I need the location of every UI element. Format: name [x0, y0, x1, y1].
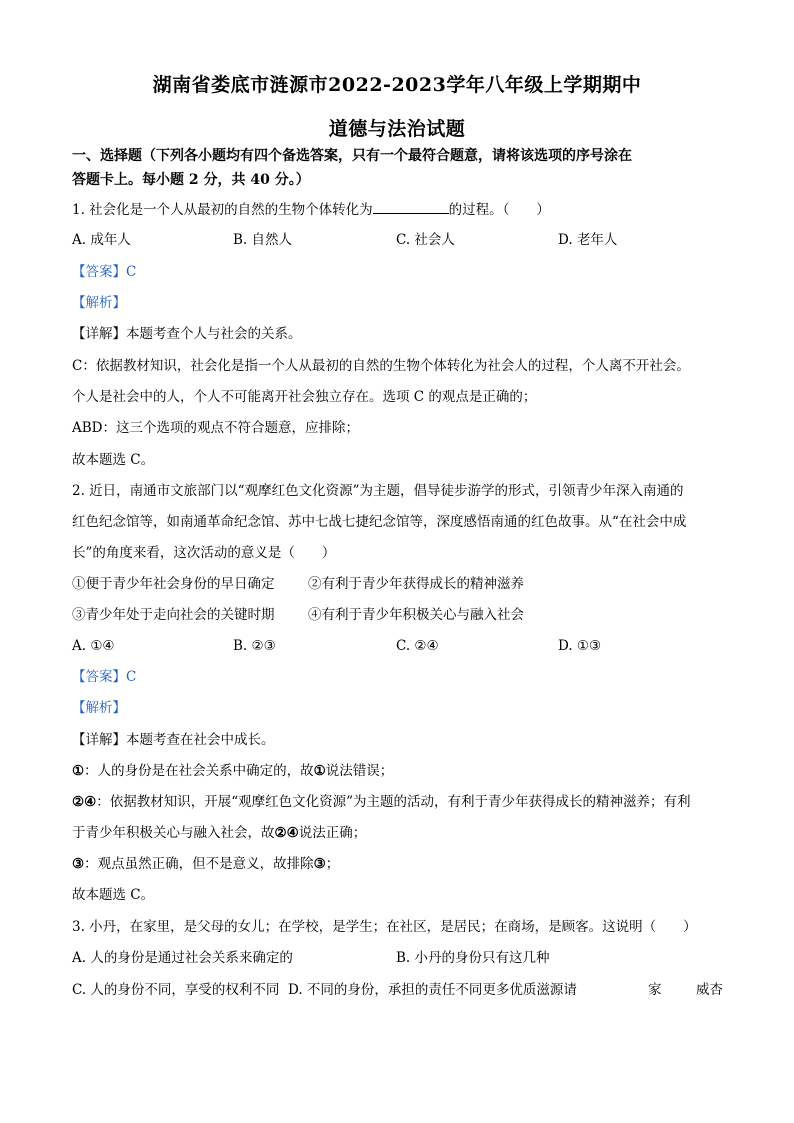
- q1-option-b: B. 自然人: [233, 232, 293, 248]
- q1-conclusion: 故本题选 C。: [72, 452, 155, 468]
- q1-stem: [72, 199, 727, 220]
- exam-subtitle: 道德与法治试题: [328, 118, 466, 140]
- q1-option-a: A. 成年人: [72, 232, 131, 248]
- marker-24: ②④: [72, 794, 97, 810]
- q1-blank: [373, 199, 449, 214]
- q2-option-a: A. ①④: [72, 638, 115, 654]
- q3-stem: 3. 小丹，在家里，是父母的女儿；在学校，是学生；在社区，是居民；在商场，是顾客。这说明（ ）: [72, 919, 697, 935]
- section-heading-line1: 一、选择题（下列各小题均有四个备选答案，只有一个最符合题意，请将该选项的序号涂在: [72, 148, 632, 164]
- q2-option-b: B. ②③: [233, 638, 276, 654]
- marker-24: ②④: [274, 825, 299, 841]
- q3-option-c: C. 人的身份不同，享受的权利不同: [72, 982, 280, 998]
- q3-tail-text: 威杏: [696, 982, 723, 998]
- q1-answer: 【答案】C: [72, 264, 137, 280]
- q2-option-d: D. ①③: [558, 638, 602, 654]
- q2-answer: 【答案】C: [72, 669, 137, 685]
- q2-stem-line: 2. 近日，南通市文旅部门以“观摩红色文化资源”为主题，倡导徒步游学的形式，引领青少年深入南通的: [72, 483, 684, 499]
- q3-option-b: B. 小丹的身份只有这几种: [396, 950, 550, 966]
- q1-stem-part2: 的过程。（ ）: [448, 202, 550, 218]
- q1-detail: 【详解】本题考查个人与社会的关系。: [72, 326, 302, 342]
- q1-option-c: C. 社会人: [396, 232, 455, 248]
- q3-option-d: D. 不同的身份，承担的责任不同更多优质滋源请: [288, 982, 577, 998]
- q1-analysis-line: C：依据教材知识，社会化是指一个人从最初的自然的生物个体转化为社会人的过程，个人离不开社会。: [72, 358, 690, 374]
- q2-analysis-line2: [72, 792, 727, 812]
- q2-item-3: ③青少年处于走向社会的关键时期: [72, 607, 275, 623]
- q2-conclusion: 故本题选 C。: [72, 887, 155, 903]
- q2-l2-text: ：依据教材知识，开展“观摩红色文化资源”为主题的活动，有利于青少年获得成长的精神滋养；有利: [96, 794, 691, 810]
- q2-l4-end: ；: [325, 856, 340, 872]
- section-heading-line2: 答题卡上。每小题 2 分，共 40 分。）: [72, 172, 310, 188]
- q2-analysis-label: 【解析】: [72, 700, 126, 716]
- q1-analysis-line: ABD：这三个选项的观点不符合题意，应排除；: [72, 420, 359, 436]
- q3-tail-text: 家: [648, 982, 662, 998]
- q2-analysis-line4: [72, 854, 727, 874]
- q2-item-1: ①便于青少年社会身份的早日确定: [72, 576, 275, 592]
- q1-analysis-line: 个人是社会中的人，个人不可能离开社会独立存在。选项 C 的观点是正确的；: [72, 389, 537, 405]
- q2-analysis-line1: [72, 761, 727, 781]
- q1-analysis-label: 【解析】: [72, 295, 126, 311]
- q2-detail: 【详解】本题考查在社会中成长。: [72, 732, 275, 748]
- marker-1: ①: [72, 763, 85, 779]
- q2-analysis-line3: [72, 823, 727, 843]
- q1-option-d: D. 老年人: [558, 232, 618, 248]
- q2-item-2: ②有利于青少年获得成长的精神滋养: [308, 576, 524, 592]
- q2-l3-text: 于青少年积极关心与融入社会，故: [72, 825, 275, 841]
- q2-option-c: C. ②④: [396, 638, 439, 654]
- q2-l4-text: ：观点虽然正确，但不是意义，故排除: [84, 856, 314, 872]
- q1-stem-part1: 1. 社会化是一个人从最初的自然的生物个体转化为: [72, 202, 373, 218]
- q2-l1-end: 说法错误；: [325, 763, 394, 779]
- q2-stem-line: 红色纪念馆等，如南通革命纪念馆、苏中七战七捷纪念馆等，深度感悟南通的红色故事。从“在社会中成: [72, 514, 687, 530]
- q2-stem-line: 长”的角度来看，这次活动的意义是（ ）: [72, 545, 336, 561]
- marker-3: ③: [313, 856, 326, 872]
- marker-3: ③: [72, 856, 85, 872]
- exam-title: 湖南省娄底市涟源市2022-2023学年八年级上学期期中: [152, 74, 642, 96]
- q2-item-4: ④有利于青少年积极关心与融入社会: [308, 607, 524, 623]
- q3-option-a: A. 人的身份是通过社会关系来确定的: [72, 950, 293, 966]
- q2-l1-text: ：人的身份是在社会关系中确定的，故: [84, 763, 314, 779]
- marker-1: ①: [313, 763, 326, 779]
- q2-l3-end: 说法正确；: [298, 825, 367, 841]
